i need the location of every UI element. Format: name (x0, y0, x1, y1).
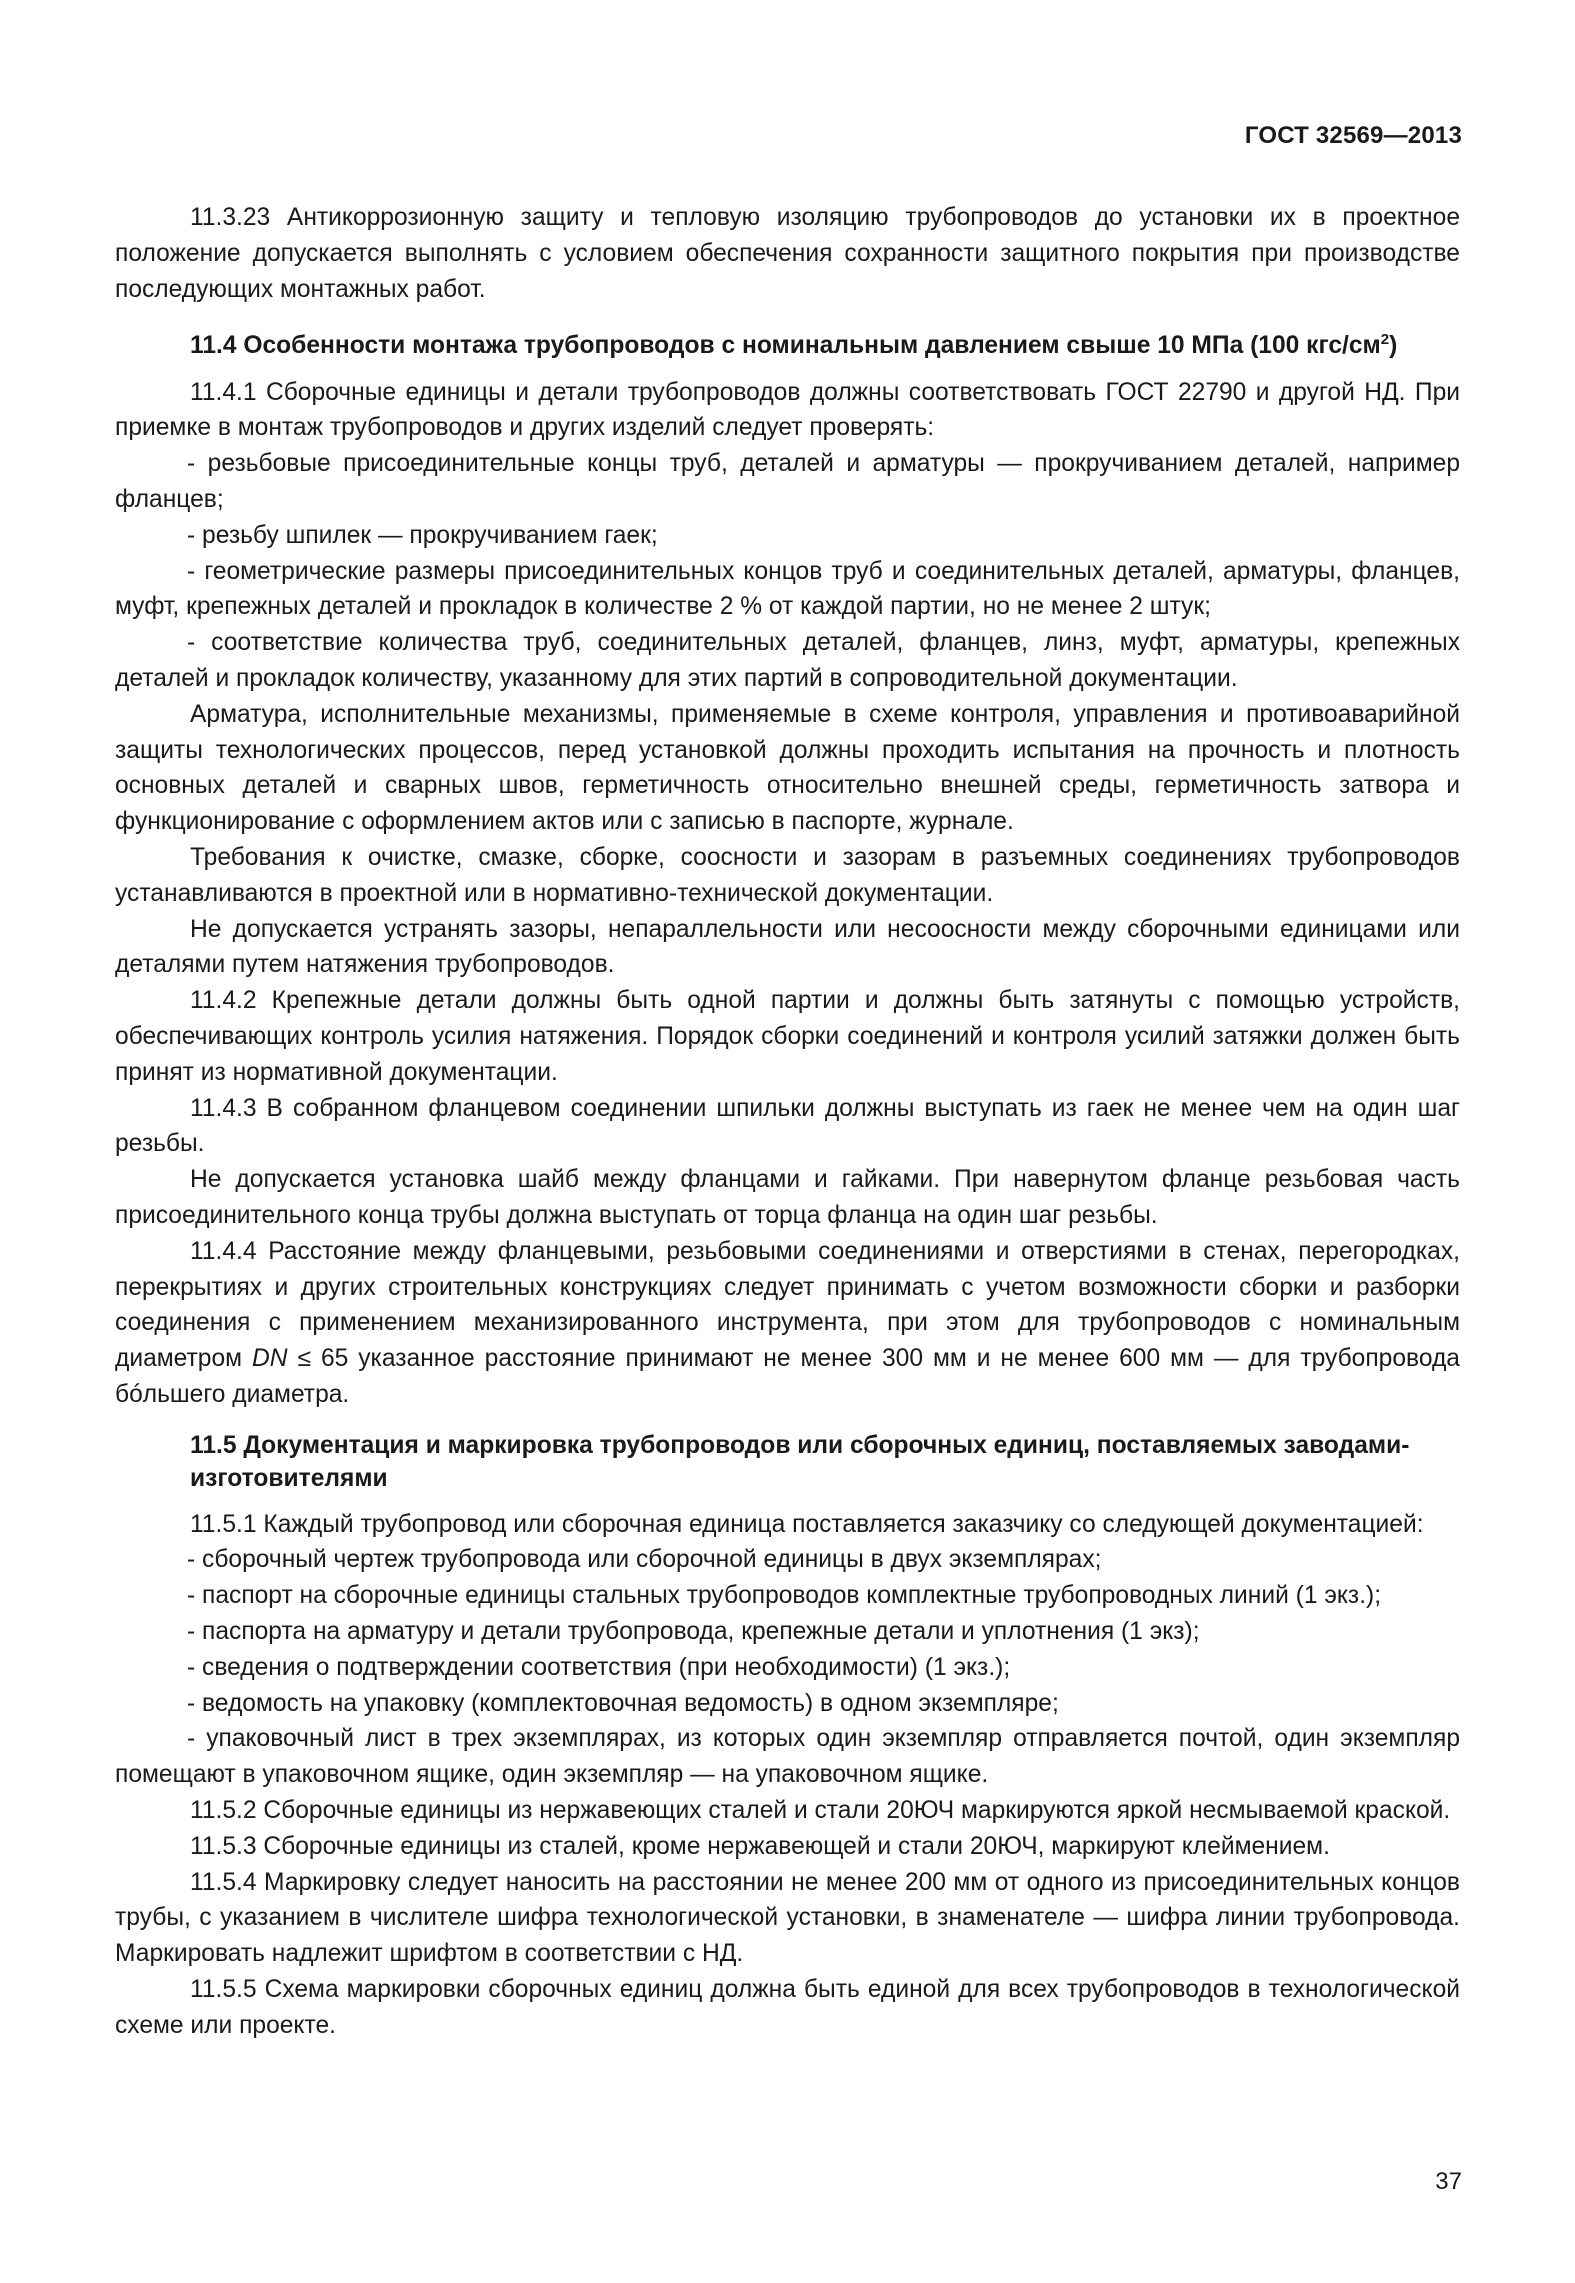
paragraph-11-5-4: 11.5.4 Маркировку следует наносить на расстоянии не менее 200 мм от одного из присоединительных концов трубы, с указанием в числителе шифра технологической установки, в знаменателе — шифра линии трубопровода. Маркировать надлежит шрифтом в соответствии с НД. (115, 1868, 1460, 1968)
document-body (115, 200, 1460, 2044)
paragraph-11-5-5: 11.5.5 Схема маркировки сборочных единиц должна быть единой для всех трубопроводов в технологической схеме или проекте. (115, 1976, 1460, 2039)
paragraph-11-4-3: 11.4.3 В собранном фланцевом соединении шпильки должны выступать из гаек не менее чем на один шаг резьбы. (115, 1094, 1460, 1158)
section-heading-11-4: 11.4 Особенности монтажа трубопроводов с номинальным давлением свыше 10 МПа (100 кгс/$см^2$) (190, 331, 1398, 360)
list-item: - геометрические размеры присоединительных концов труб и соединительных деталей, арматуры, фланцев, муфт, крепежных деталей и прокладок в количестве 2 % от каждой партии, но не менее 2 штук; (115, 557, 1460, 621)
paragraph-11-4-4: 11.4.4 Расстояние между фланцевыми, резьбовыми соединениями и отверстиями в стенах, перегородках, перекрытиях и других строительных конструкциях следует принимать с учетом возможности сборки и разборки соединения с применением механизированного инструмента, при этом для трубопроводов с номинальным диаметром DN ≤ 65 указанное расстояние принимают не менее 300 мм и не менее 600 мм — для трубопровода бóльшего диаметра. (115, 1237, 1460, 1408)
paragraph-11-5-2: 11.5.2 Сборочные единицы из нержавеющих сталей и стали 20ЮЧ маркируются яркой несмываемой краской. (190, 1797, 1451, 1825)
paragraph-11-5-3: 11.5.3 Сборочные единицы из сталей, кроме нержавеющей и стали 20ЮЧ, маркируют клеймением. (190, 1832, 1330, 1860)
paragraph-ne-dopuskaetsya-1: Не допускается устранять зазоры, непараллельности или несоосности между сборочными единицами или деталями путем натяжения трубопроводов. (115, 915, 1460, 979)
list-item: - упаковочный лист в трех экземплярах, из которых один экземпляр отправляется почтой, один экземпляр помещают в упаковочном ящике, один экземпляр — на упаковочном ящике. (115, 1725, 1460, 1789)
paragraph-11-4-1: 11.4.1 Сборочные единицы и детали трубопроводов должны соответствовать ГОСТ 22790 и другой НД. При приемке в монтаж трубопроводов и других изделий следует проверять: (115, 378, 1460, 442)
paragraph-11-5-1: 11.5.1 Каждый трубопровод или сборочная единица поставляется заказчику со следующей документацией: (190, 1510, 1424, 1538)
list-item: - сведения о подтверждении соответствия (при необходимости) (1 экз.); (187, 1653, 1011, 1681)
list-item: - ведомость на упаковку (комплектовочная ведомость) в одном экземпляре; (187, 1689, 1059, 1717)
list-item: - паспорт на сборочные единицы стальных трубопроводов комплектные трубопроводных линий (1 экз.); (187, 1582, 1382, 1610)
list-item: - соответствие количества труб, соединительных деталей, фланцев, линз, муфт, арматуры, крепежных деталей и прокладок количеству, указанному для этих партий в сопроводительной документации. (115, 629, 1460, 692)
paragraph-ne-dopuskaetsya-2: Не допускается установка шайб между фланцами и гайками. При навернутом фланце резьбовая часть присоединительного конца трубы должна выступать от торца фланца на один шаг резьбы. (115, 1166, 1460, 1229)
list-item: - резьбовые присоединительные концы труб, деталей и арматуры — прокручиванием деталей, например фланцев; (115, 450, 1460, 513)
standard-header: ГОСТ 32569—2013 (1244, 122, 1462, 149)
list-item: - сборочный чертеж трубопровода или сборочной единицы в двух экземплярах; (187, 1546, 1102, 1574)
section-heading-11-5: 11.5 Документация и маркировка трубопроводов или сборочных единиц, поставляемых заводами-изготовителями (190, 1431, 1410, 1492)
page-number: 37 (1435, 2168, 1462, 2195)
list-item: - резьбу шпилек — прокручиванием гаек; (187, 521, 658, 549)
list-item: - паспорта на арматуру и детали трубопровода, крепежные детали и уплотнения (1 экз); (187, 1618, 1200, 1646)
paragraph-11-3-23: 11.3.23 Антикоррозионную защиту и тепловую изоляцию трубопроводов до установки их в проектное положение допускается выполнять с условием обеспечения сохранности защитного покрытия при производстве последующих монтажных работ. (115, 204, 1460, 303)
paragraph-armatura: Арматура, исполнительные механизмы, применяемые в схеме контроля, управления и противоаварийной защиты технологических процессов, перед установкой должны проходить испытания на прочность и плотность основных деталей и сварных швов, герметичность относительно внешней среды, герметичность затвора и функционирование с оформлением актов или с записью в паспорте, журнале. (115, 700, 1460, 836)
paragraph-11-4-2: 11.4.2 Крепежные детали должны быть одной партии и должны быть затянуты с помощью устройств, обеспечивающих контроль усилия натяжения. Порядок сборки соединений и контроля усилий затяжки должен быть принят из нормативной документации. (115, 987, 1460, 1086)
paragraph-trebovaniya: Требования к очистке, смазке, сборке, соосности и зазорам в разъемных соединениях трубопроводов устанавливаются в проектной или в нормативно-технической документации. (115, 843, 1460, 907)
